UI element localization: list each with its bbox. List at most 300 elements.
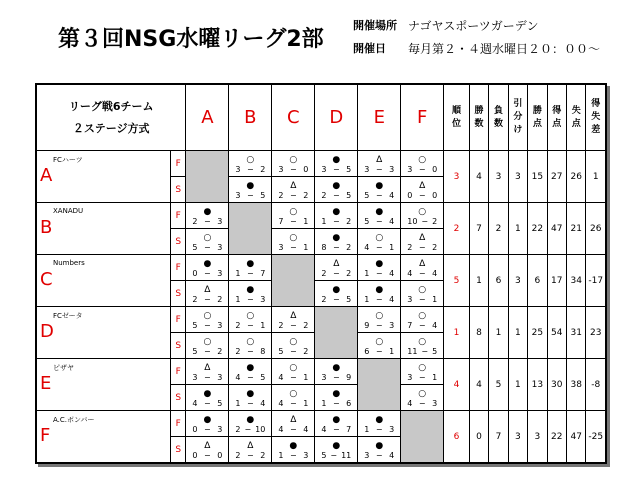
result-mark: ○: [203, 310, 212, 321]
result-cell: [315, 359, 358, 385]
score-against: 0: [217, 450, 223, 460]
score-against: 4: [389, 216, 395, 226]
result-cell: [272, 229, 315, 255]
result-mark: ●: [332, 180, 341, 191]
score-separator: −: [247, 450, 254, 460]
result-mark: ○: [289, 336, 298, 347]
score-for: 2: [278, 190, 284, 200]
stat-value: 47: [547, 203, 566, 255]
column-header-a: A: [186, 85, 229, 151]
result-mark: ○: [246, 154, 255, 165]
score-separator: −: [204, 216, 211, 226]
score: [315, 399, 357, 408]
score-separator: −: [247, 190, 254, 200]
score-against: 0: [432, 190, 438, 200]
stat-value: -8: [586, 359, 606, 411]
league-table: [36, 84, 606, 463]
self-match-cell: [229, 203, 272, 255]
stat-value: 15: [528, 151, 547, 203]
score-against: 8: [260, 346, 266, 356]
column-header-e: E: [358, 85, 401, 151]
result-cell: [272, 359, 315, 385]
stat-header-label: 勝数: [474, 105, 484, 129]
score: [401, 191, 443, 200]
league-table-panel: [35, 83, 607, 464]
score-for: 7: [278, 216, 284, 226]
result-cell: [229, 385, 272, 411]
result-cell: [358, 151, 401, 177]
stat-header: [586, 85, 606, 151]
date-label: 開催日: [353, 42, 386, 55]
score-separator: −: [289, 320, 297, 330]
score-against: 3: [217, 424, 223, 434]
score-for: 3: [321, 372, 327, 382]
result-cell: [401, 203, 444, 229]
score: [315, 295, 357, 304]
score: [186, 399, 228, 408]
result-cell: [186, 229, 229, 255]
stat-header: [508, 85, 527, 151]
result-mark: Δ: [290, 414, 297, 425]
venue-label: 開催場所: [353, 19, 397, 32]
score-against: 4: [389, 294, 395, 304]
score-for: 5: [192, 242, 198, 252]
score-for: 3: [235, 164, 241, 174]
score: [186, 347, 228, 356]
score-against: 2: [217, 346, 223, 356]
score: [229, 347, 271, 356]
score-for: 1: [235, 294, 241, 304]
score-for: 3: [407, 164, 413, 174]
score: [315, 373, 357, 382]
stat-value: 5: [489, 359, 508, 411]
table-row: [37, 203, 606, 229]
stat-value: 1: [489, 307, 508, 359]
stat-value: 23: [586, 307, 606, 359]
stat-value: 3: [508, 255, 527, 307]
stage-label: S: [171, 229, 186, 255]
score: [272, 321, 314, 330]
score-for: 4: [321, 424, 327, 434]
result-cell: [186, 437, 229, 463]
result-mark: ●: [332, 284, 341, 295]
score: [229, 191, 271, 200]
score-separator: −: [375, 216, 383, 226]
score-for: 1: [364, 268, 370, 278]
stat-header: [566, 85, 585, 151]
score-against: 2: [346, 216, 352, 226]
score-against: 3: [217, 216, 223, 226]
score-for: 2: [321, 190, 327, 200]
team-cell: [37, 255, 171, 307]
result-cell: [358, 411, 401, 437]
league-format: ２ステージ方式: [72, 121, 150, 135]
score-against: 3: [217, 372, 223, 382]
score-separator: −: [375, 268, 383, 278]
score-separator: −: [375, 450, 383, 460]
stat-value: 1: [508, 307, 527, 359]
score-against: 5: [346, 294, 352, 304]
score: [401, 165, 443, 174]
score-separator: −: [418, 372, 426, 382]
result-cell: [186, 255, 229, 281]
score-against: 5: [260, 190, 266, 200]
team-name: FCハーツ: [53, 156, 83, 164]
result-mark: ○: [418, 206, 427, 217]
score-for: 3: [364, 164, 370, 174]
result-mark: Δ: [204, 440, 211, 451]
score-separator: −: [289, 450, 297, 460]
score: [186, 451, 228, 460]
score-for: 4: [278, 424, 284, 434]
result-cell: [315, 151, 358, 177]
result-cell: [272, 437, 315, 463]
stat-value: 27: [547, 151, 566, 203]
score: [272, 399, 314, 408]
result-cell: [229, 177, 272, 203]
result-mark: ○: [418, 362, 427, 373]
score-separator: −: [289, 190, 297, 200]
score: [186, 295, 228, 304]
score-separator: −: [375, 190, 383, 200]
score-for: 3: [407, 294, 413, 304]
score-separator: −: [204, 450, 211, 460]
column-header-c: C: [272, 85, 315, 151]
team-letter: C: [40, 269, 53, 290]
self-match-cell: [401, 411, 444, 463]
result-mark: ●: [246, 258, 255, 269]
score-for: 1: [278, 450, 284, 460]
result-cell: [401, 255, 444, 281]
score-against: 3: [217, 320, 223, 330]
score-for: 5: [364, 190, 370, 200]
self-match-cell: [186, 151, 229, 203]
score-for: 1: [321, 398, 327, 408]
score-against: 7: [260, 268, 266, 278]
result-mark: ○: [418, 388, 427, 399]
result-mark: ○: [418, 284, 427, 295]
score-against: 2: [303, 190, 309, 200]
table-row: [37, 411, 606, 437]
result-mark: ●: [332, 232, 341, 243]
stat-value: 1: [508, 203, 527, 255]
result-mark: ○: [418, 310, 427, 321]
score: [358, 347, 400, 356]
result-mark: ●: [332, 414, 341, 425]
result-cell: [229, 151, 272, 177]
score: [315, 451, 357, 460]
stat-header-label: 負数: [493, 105, 503, 129]
score-against: 2: [346, 242, 352, 252]
score-for: 10: [407, 216, 418, 226]
result-mark: ○: [203, 232, 212, 243]
team-letter: F: [40, 425, 51, 446]
team-letter: A: [40, 165, 53, 186]
result-mark: ●: [375, 258, 384, 269]
score-separator: −: [247, 294, 254, 304]
result-cell: [401, 281, 444, 307]
score: [272, 191, 314, 200]
score-separator: −: [204, 424, 211, 434]
score-for: 4: [278, 372, 284, 382]
stat-value: 2: [489, 203, 508, 255]
result-cell: [186, 385, 229, 411]
column-header-b: B: [229, 85, 272, 151]
result-mark: Δ: [290, 310, 297, 321]
team-name: ピザヤ: [53, 364, 74, 372]
score-separator: −: [289, 346, 297, 356]
stat-header: [547, 85, 566, 151]
score-against: 2: [303, 320, 309, 330]
stat-header: [469, 85, 488, 151]
result-cell: [186, 333, 229, 359]
score-separator: −: [332, 424, 340, 434]
rank-value: 3: [444, 151, 470, 203]
result-mark: ○: [289, 362, 298, 373]
result-mark: ○: [289, 206, 298, 217]
result-cell: [358, 255, 401, 281]
score-against: 2: [303, 346, 309, 356]
score-against: 0: [432, 164, 438, 174]
stat-header-label: 得点: [552, 105, 562, 129]
score-separator: −: [421, 346, 429, 356]
score: [358, 269, 400, 278]
stat-value: 7: [489, 411, 508, 463]
result-mark: Δ: [290, 180, 297, 191]
result-mark: ●: [203, 206, 212, 217]
stat-header-label: 引分け: [513, 99, 523, 135]
score-for: 7: [407, 320, 413, 330]
score-separator: −: [332, 164, 340, 174]
score-separator: −: [289, 164, 297, 174]
score-separator: −: [204, 346, 211, 356]
rank-value: 6: [444, 411, 470, 463]
score-separator: −: [204, 398, 211, 408]
table-row: [37, 359, 606, 385]
score-for: 4: [407, 398, 413, 408]
score-for: 3: [278, 164, 284, 174]
result-cell: [186, 359, 229, 385]
score-against: 4: [303, 424, 309, 434]
stat-value: 3: [508, 151, 527, 203]
score-against: 10: [255, 424, 266, 434]
venue-value: ナゴヤスポーツガーデン: [408, 19, 539, 33]
result-mark: Δ: [376, 154, 383, 165]
score-for: 0: [192, 450, 198, 460]
result-mark: ●: [375, 180, 384, 191]
result-cell: [229, 411, 272, 437]
score: [186, 373, 228, 382]
result-mark: ○: [418, 336, 427, 347]
result-cell: [229, 281, 272, 307]
result-mark: ○: [375, 310, 384, 321]
result-cell: [186, 281, 229, 307]
result-mark: ○: [289, 154, 298, 165]
result-mark: ●: [375, 414, 384, 425]
stage-label: S: [171, 177, 186, 203]
result-mark: ●: [375, 440, 384, 451]
score-separator: −: [418, 294, 426, 304]
score-for: 1: [364, 424, 370, 434]
score-separator: −: [418, 398, 426, 408]
score-for: 9: [364, 320, 370, 330]
score-against: 3: [389, 164, 395, 174]
team-name: Numbers: [53, 259, 85, 267]
result-mark: Δ: [419, 180, 426, 191]
score-separator: −: [289, 424, 297, 434]
score-against: 3: [217, 242, 223, 252]
score-for: 1: [235, 268, 241, 278]
score-against: 6: [346, 398, 352, 408]
score-against: 7: [346, 424, 352, 434]
score-against: 2: [260, 450, 266, 460]
score: [401, 347, 443, 356]
score-separator: −: [418, 268, 426, 278]
score-against: 9: [346, 372, 352, 382]
score-separator: −: [289, 372, 297, 382]
score-against: 2: [346, 268, 352, 278]
score-separator: −: [375, 242, 383, 252]
team-letter: B: [40, 217, 53, 238]
score: [315, 425, 357, 434]
score: [401, 217, 443, 226]
result-mark: ●: [246, 388, 255, 399]
result-cell: [315, 203, 358, 229]
score-against: 4: [389, 450, 395, 460]
league-info-cell: [37, 85, 186, 151]
result-mark: ●: [246, 180, 255, 191]
stat-header: [528, 85, 547, 151]
score-separator: −: [247, 268, 254, 278]
result-mark: ○: [289, 388, 298, 399]
score-for: 3: [192, 372, 198, 382]
result-cell: [315, 281, 358, 307]
result-cell: [272, 177, 315, 203]
score: [272, 165, 314, 174]
result-mark: Δ: [419, 258, 426, 269]
score: [229, 425, 271, 434]
score-separator: −: [375, 294, 383, 304]
score: [401, 269, 443, 278]
score: [186, 243, 228, 252]
result-mark: ○: [375, 232, 384, 243]
score-for: 5: [278, 346, 284, 356]
score: [186, 321, 228, 330]
score-against: 1: [303, 242, 309, 252]
stat-header: [489, 85, 508, 151]
date-value: 毎月第２・４週水曜日２０：００～: [408, 42, 601, 56]
score-for: 3: [364, 450, 370, 460]
score-separator: −: [204, 268, 211, 278]
score-against: 1: [260, 320, 266, 330]
score-against: 4: [432, 320, 438, 330]
score-against: 1: [389, 346, 395, 356]
score-against: 2: [260, 164, 266, 174]
score-for: 2: [192, 294, 198, 304]
result-cell: [229, 359, 272, 385]
stat-value: 1: [586, 151, 606, 203]
result-cell: [315, 411, 358, 437]
result-cell: [315, 255, 358, 281]
score-separator: −: [332, 294, 340, 304]
score-separator: −: [204, 320, 211, 330]
score-separator: −: [247, 346, 254, 356]
stat-value: 22: [547, 411, 566, 463]
table-row: [37, 151, 606, 177]
result-cell: [229, 307, 272, 333]
stage-label: S: [171, 437, 186, 463]
score-for: 2: [235, 424, 241, 434]
score: [229, 373, 271, 382]
score-separator: −: [332, 398, 340, 408]
score: [186, 425, 228, 434]
result-cell: [358, 333, 401, 359]
score-separator: −: [332, 216, 340, 226]
stat-value: 21: [566, 203, 585, 255]
team-letter: D: [40, 321, 54, 342]
stat-value: 8: [469, 307, 488, 359]
stat-value: 38: [566, 359, 585, 411]
score-against: 2: [217, 294, 223, 304]
score-for: 4: [278, 398, 284, 408]
column-header-f: F: [401, 85, 444, 151]
stat-value: 4: [469, 359, 488, 411]
result-cell: [401, 177, 444, 203]
score-against: 1: [432, 372, 438, 382]
score: [401, 243, 443, 252]
score: [272, 425, 314, 434]
stat-value: 30: [547, 359, 566, 411]
score-against: 3: [432, 398, 438, 408]
result-cell: [315, 229, 358, 255]
score-for: 5: [192, 320, 198, 330]
rank-value: 1: [444, 307, 470, 359]
score-for: 5: [364, 216, 370, 226]
score-for: 3: [235, 190, 241, 200]
score: [229, 451, 271, 460]
stat-header-label: 得失差: [591, 99, 601, 135]
stat-value: -17: [586, 255, 606, 307]
score: [358, 191, 400, 200]
result-cell: [272, 307, 315, 333]
team-name: A.C.ボンバー: [53, 416, 95, 424]
stage-label: S: [171, 385, 186, 411]
score-for: 1: [364, 294, 370, 304]
table-row: [37, 307, 606, 333]
score: [358, 321, 400, 330]
score-for: 2: [192, 216, 198, 226]
stat-value: 1: [469, 255, 488, 307]
stat-value: 0: [469, 411, 488, 463]
score-against: 4: [389, 268, 395, 278]
score-against: 1: [303, 372, 309, 382]
score: [358, 217, 400, 226]
stat-header-label: 失点: [571, 105, 581, 129]
result-cell: [229, 333, 272, 359]
result-mark: ○: [418, 154, 427, 165]
score: [229, 295, 271, 304]
result-cell: [315, 437, 358, 463]
score: [315, 191, 357, 200]
score-for: 8: [321, 242, 327, 252]
score-for: 3: [321, 164, 327, 174]
result-mark: ●: [375, 206, 384, 217]
score-against: 3: [260, 294, 266, 304]
stat-value: 3: [528, 411, 547, 463]
score-separator: −: [375, 320, 383, 330]
score-separator: −: [418, 320, 426, 330]
score-against: 4: [432, 268, 438, 278]
